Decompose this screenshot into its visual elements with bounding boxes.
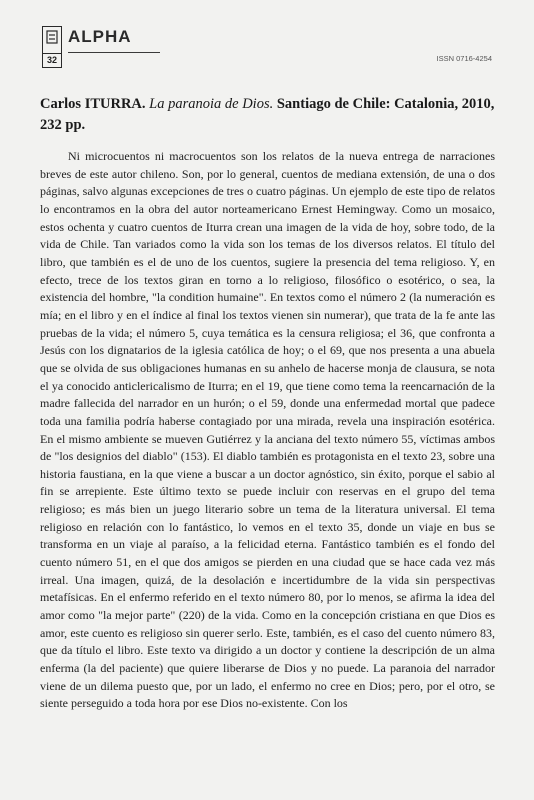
- review-body: [40, 148, 495, 713]
- journal-emblem-icon: [46, 30, 58, 44]
- header-rule: [68, 52, 160, 53]
- review-book-title: La paranoia de Dios.: [149, 96, 274, 112]
- review-author: Carlos ITURRA.: [40, 96, 146, 112]
- body-paragraph: Ni microcuentos ni macrocuentos son los relatos de la nueva entrega de narraciones breves de este autor chileno. Son, por lo general, cuentos de mediana extensión, de una o dos páginas, salvo algunas excepciones de tres o cuatro páginas. Un ejemplo de este tipo de relatos lo encontramos en la obra del autor norteamericano Ernest Hemingway. Como un mosaico, estos ochenta y cuatro cuentos de Iturra crean una imagen de la vida de hoy, sobre todo, de la vida de Chile. Tan variados como la vida son los temas de los diversos relatos. El título del libro, que también es el de uno de los cuentos, sugiere la presencia del tema religioso. Y, en efecto, trece de los textos giran en torno a lo religioso, filosófico o esotérico, o sea, la existencia del hombre, "la condition humaine". En textos como el número 2 (la numeración es mía; en el libro y en el índice al final los textos vienen sin numerar), que trata de la fe ante las pruebas de la vida; el número 5, cuya temática es la censura religiosa; el 36, que confronta a Jesús con los dignatarios de la iglesia católica de hoy; o el 69, que nos presenta a una abuela que se olvida de sus obligaciones humanas en su anhelo de hacerse monja de clausura, se nota el ya conocido anticlericalismo de Iturra; en el 19, que tiene como tema la reencarnación de la madre fallecida del narrador en un hurón; o el 59, donde una enfermedad mortal que padece toda una familia podría haberse contagiado por una mirada, revela una inspiración esotérica. En el mismo ambiente se mueven Gutiérrez y la anciana del texto número 55, víctimas ambos de "los designios del diablo" (153). El diablo también es protagonista en el texto 23, sobre una historia faustiana, en la que viene a buscar a un doctor agnóstico, sin éxito, porque el sabio al fin se arrepiente. Este último texto se puede incluir con reservas en el grupo del tema religioso; es más bien un juego literario sobre un tema de la literatura universal. El tema religioso en relación con lo fantástico, lo vemos en el texto 35, donde un viaje en bus se transforma en un viaje al paraíso, a la felicidad eterna. Fantástico también es el fondo del cuento número 51, en el que dos amigos se pierden en una ciudad que se hace cada vez más irreal. Una imagen, quizá, de la desolación e incertidumbre de la vida sin perspectivas metafísicas. En el enfermo referido en el texto número 80, por lo menos, se afirma la idea del amor como "la mejor parte" (220) de la vida. Como en la concepción cristiana en que Dios es amor, este cuento es religioso sin querer serlo. Este, también, es el caso del cuento número 83, que da título el libro. Este texto va dirigido a un doctor y contiene la descripción de un alma enferma (la del paciente) que quiere liberarse de Dios y no puede. La paranoia del narrador viene de un dilema puesto que, por un lado, el enfermo no cree en Dios; pero, por el otro, se siente perseguido a toda hora por ese Dios no-existente. Con los: [40, 149, 495, 711]
- review-publication: Santiago de Chile: Catalonia, 2010, 232 pp.: [40, 96, 495, 133]
- issue-number: 32: [43, 53, 61, 67]
- review-heading: [40, 94, 495, 136]
- journal-name: ALPHA: [68, 27, 132, 46]
- issn: ISSN 0716-4254: [436, 54, 492, 63]
- journal-logo: [42, 26, 62, 68]
